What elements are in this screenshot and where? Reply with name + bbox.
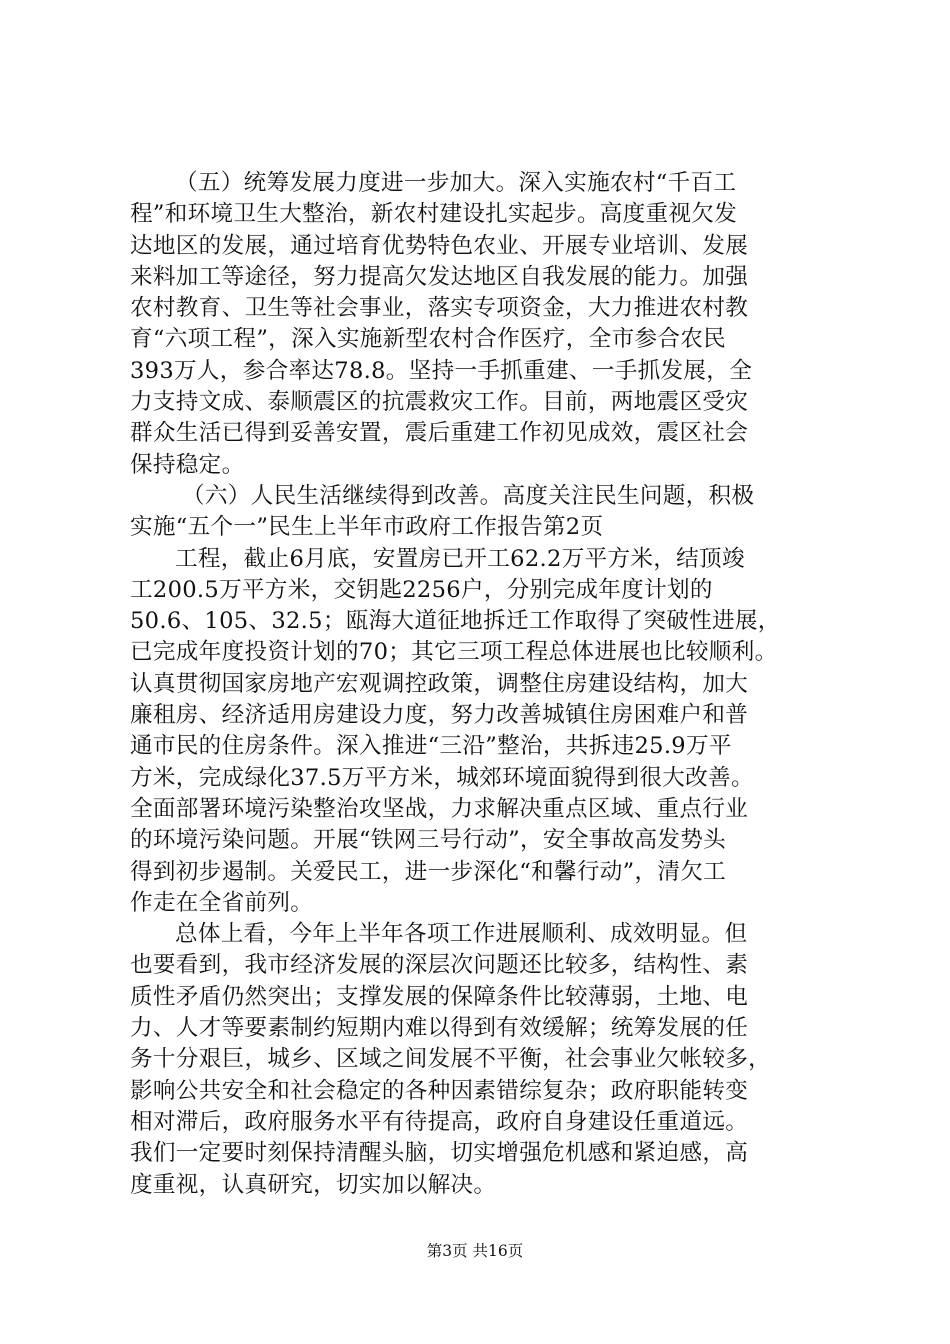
text-line: 得到初步遏制。关爱民工，进一步深化“和馨行动”，清欠工 — [130, 858, 727, 885]
text-line: （五）统筹发展力度进一步加大。深入实施农村“千百工 — [175, 170, 737, 196]
text-line: 全面部署环境污染整治攻坚战，力求解决重点区域、重点行业 — [130, 795, 749, 822]
text-line: 工程，截止6月底，安置房已开工62.2万平方米，结顶竣 — [175, 545, 745, 572]
text-line: 也要看到，我市经济发展的深层次问题还比较多，结构性、素 — [130, 952, 749, 979]
text-line: 相对滞后，政府服务水平有待提高，政府自身建设任重道远。 — [130, 1108, 749, 1135]
text-line: 育“六项工程”，深入实施新型农村合作医疗，全市参合农民 — [130, 326, 727, 353]
text-line: 50.6、105、32.5；瓯海大道征地拆迁工作取得了突破性进展， — [130, 608, 781, 635]
page-number: 第3页 共16页 — [426, 1242, 524, 1260]
text-line: 作走在全省前列。 — [130, 889, 314, 916]
text-line: 保持稳定。 — [130, 451, 245, 478]
text-line: 达地区的发展，通过培育优势特色农业、开展专业培训、发展 — [130, 232, 749, 259]
text-line: 认真贯彻国家房地产宏观调控政策，调整住房建设结构，加大 — [130, 670, 749, 697]
text-line: 务十分艰巨，城乡、区域之间发展不平衡，社会事业欠帐较多， — [130, 1046, 772, 1073]
text-line: 力、人才等要素制约短期内难以得到有效缓解；统筹发展的任 — [130, 1015, 749, 1042]
text-line: 通市民的住房条件。深入推进“三沿”整治，共拆违25.9万平 — [130, 733, 732, 760]
text-line: 影响公共安全和社会稳定的各种因素错综复杂；政府职能转变 — [130, 1077, 749, 1104]
text-line: 总体上看，今年上半年各项工作进展顺利、成效明显。但 — [175, 921, 748, 948]
text-line: 393万人，参合率达78.8。坚持一手抓重建、一手抓发展，全 — [130, 357, 753, 384]
text-line: 程”和环境卫生大整治，新农村建设扎实起步。高度重视欠发 — [130, 201, 738, 228]
text-line: 实施“五个一”民生上半年市政府工作报告第2页 — [130, 514, 604, 541]
text-line: 群众生活已得到妥善安置，震后重建工作初见成效，震区社会 — [130, 420, 749, 447]
text-line: 我们一定要时刻保持清醒头脑，切实增强危机感和紧迫感，高 — [130, 1140, 749, 1167]
text-line: 廉租房、经济适用房建设力度，努力改善城镇住房困难户和普 — [130, 702, 749, 729]
text-line: （六）人民生活继续得到改善。高度关注民生问题，积极 — [182, 482, 755, 509]
text-line: 度重视，认真研究，切实加以解决。 — [130, 1171, 497, 1198]
page-footer — [0, 1241, 950, 1261]
text-line: 来料加工等途径，努力提高欠发达地区自我发展的能力。加强 — [130, 263, 749, 290]
text-line: 力支持文成、泰顺震区的抗震救灾工作。目前，两地震区受灾 — [130, 389, 749, 416]
document-body — [130, 168, 840, 1201]
text-line: 质性矛盾仍然突出；支撑发展的保障条件比较薄弱，土地、电 — [130, 983, 749, 1010]
text-line: 工200.5万平方米，交钥匙2256户，分别完成年度计划的 — [130, 576, 713, 603]
text-line: 农村教育、卫生等社会事业，落实专项资金，大力推进农村教 — [130, 295, 749, 322]
text-line: 已完成年度投资计划的70；其它三项工程总体进展也比较顺利。 — [130, 639, 778, 666]
text-line: 的环境污染问题。开展“铁网三号行动”，安全事故高发势头 — [130, 827, 727, 854]
text-line: 方米，完成绿化37.5万平方米，城郊环境面貌得到很大改善。 — [130, 764, 754, 791]
